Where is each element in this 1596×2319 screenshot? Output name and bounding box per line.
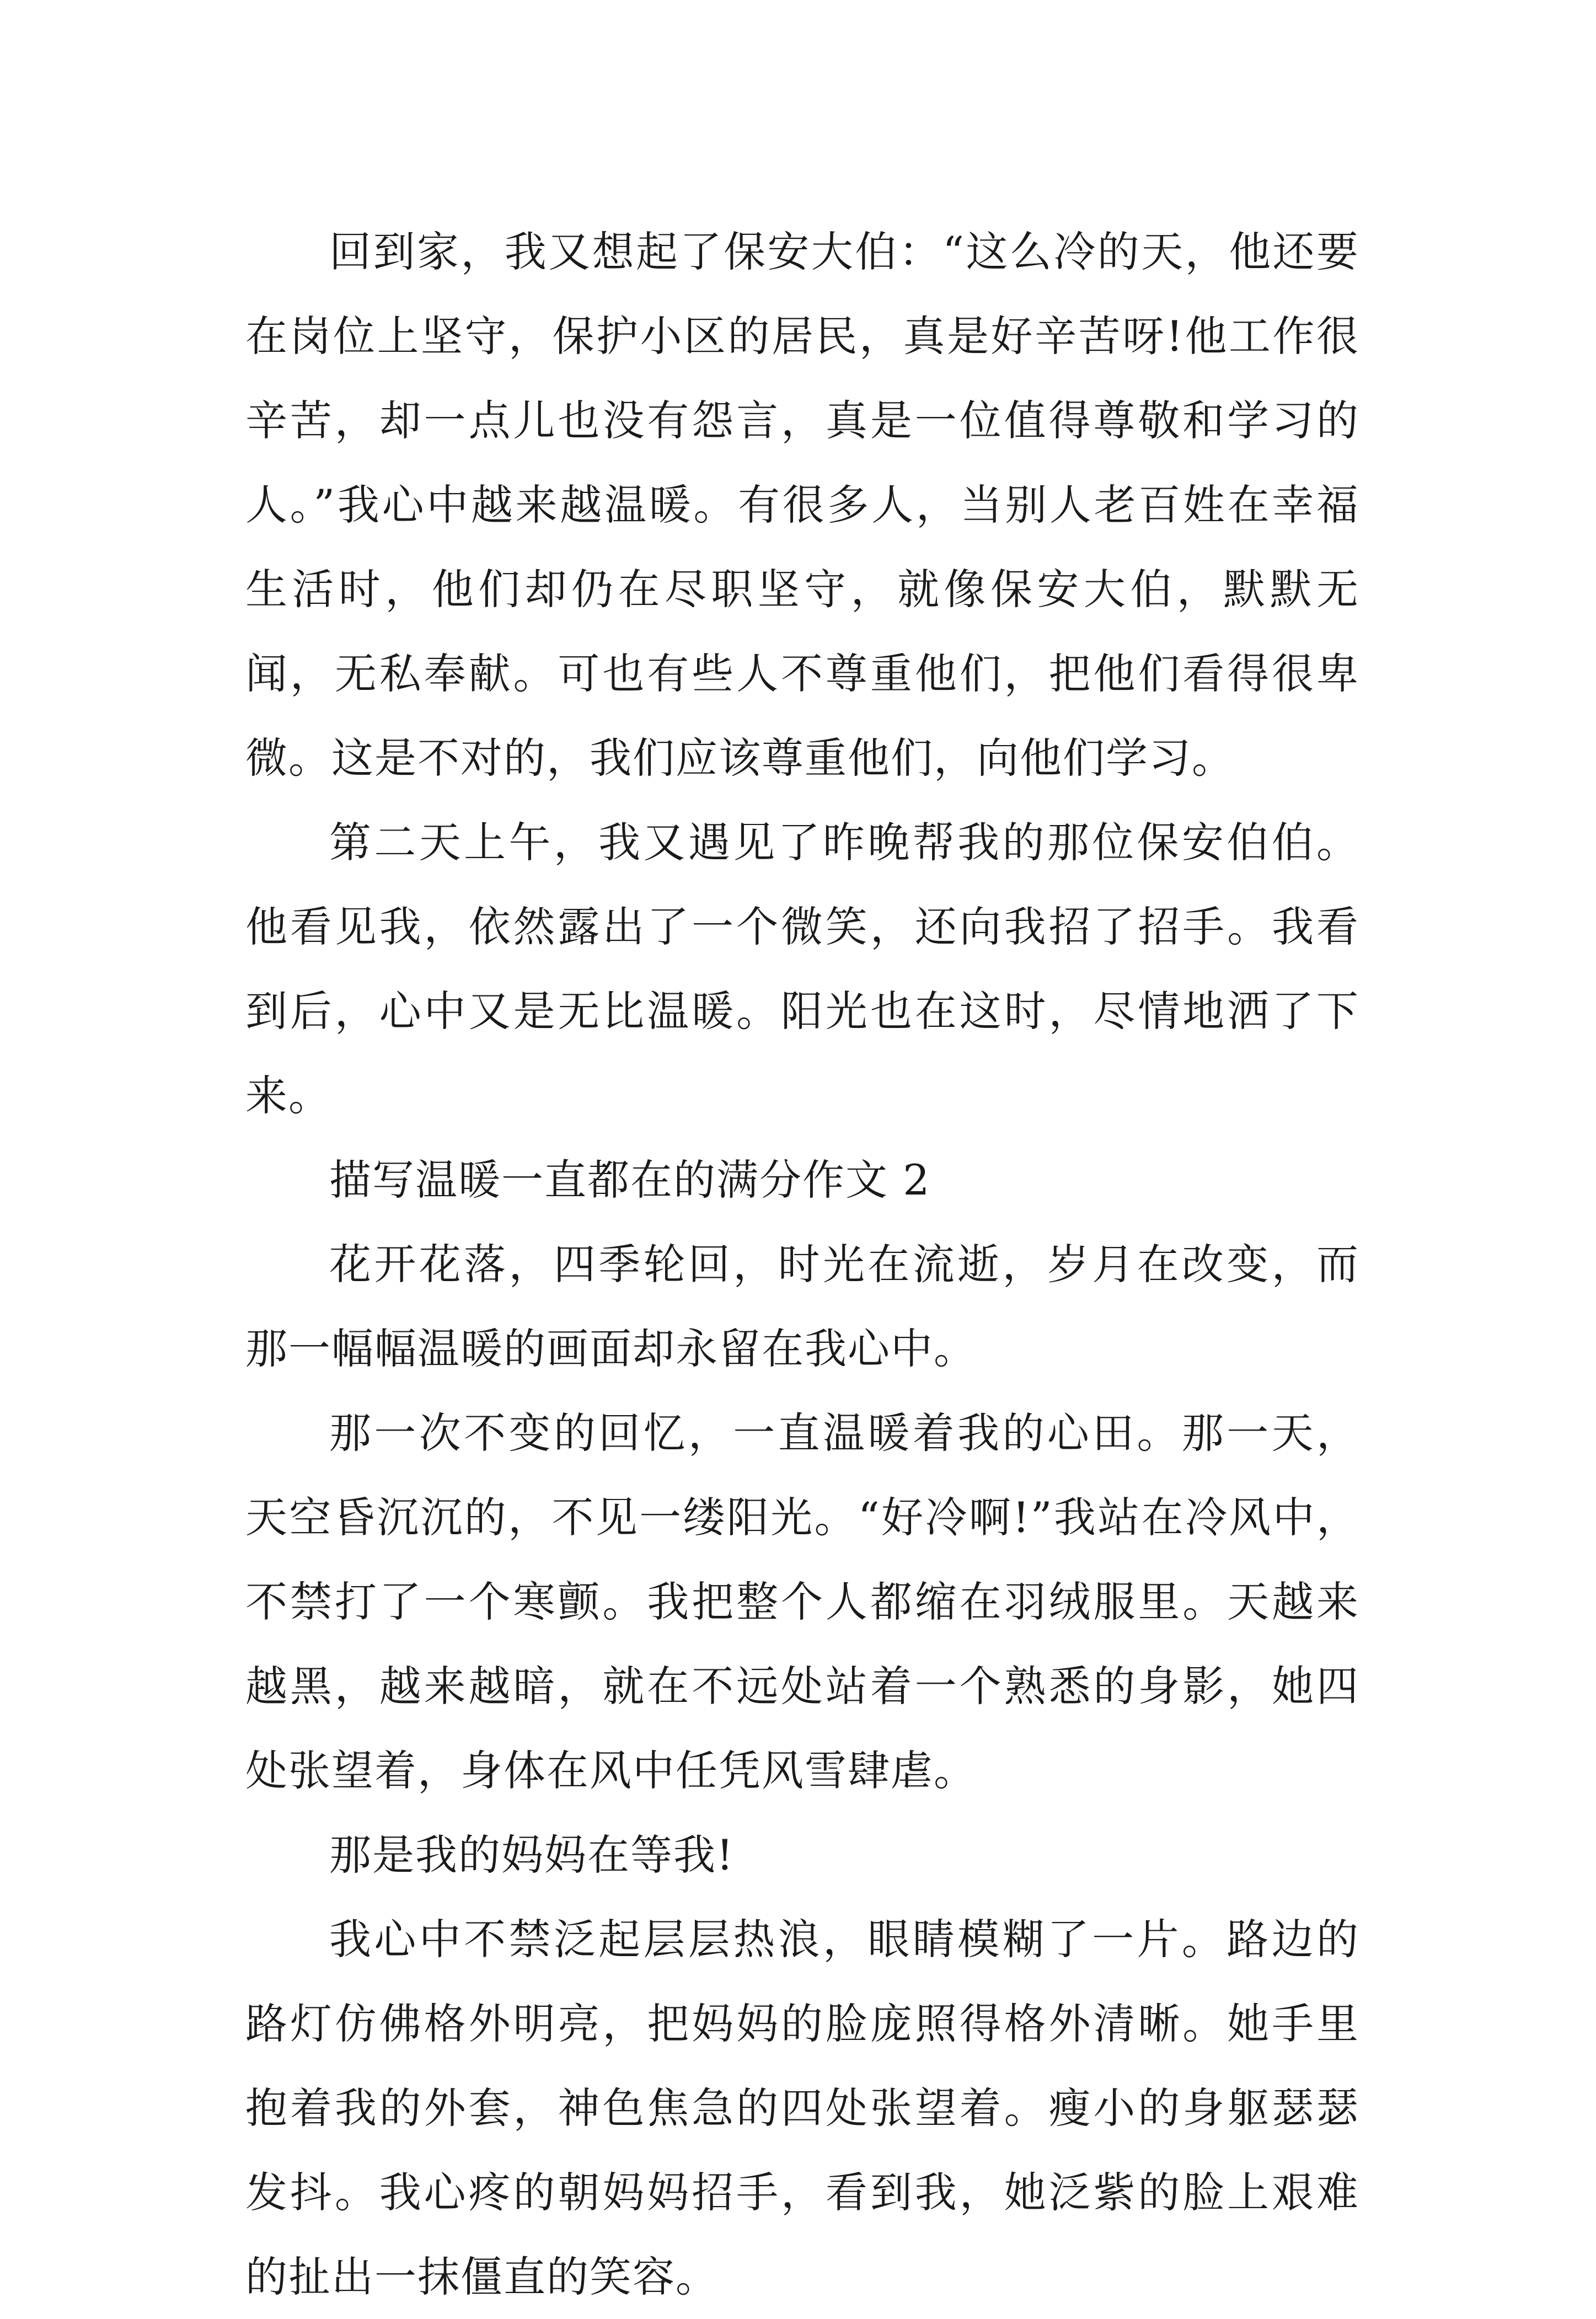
document-body (245, 210, 1359, 2319)
paragraph-3: 花开花落，四季轮回，时光在流逝，岁月在改变，而那一幅幅温暖的画面却永留在我心中。 (245, 1240, 1359, 1373)
paragraph-5: 那是我的妈妈在等我! (329, 1830, 735, 1879)
essay-heading: 描写温暖一直都在的满分作文 2 (329, 1155, 931, 1204)
paragraph-1: 回到家，我又想起了保安大伯：“这么冷的天，他还要在岗位上坚守，保护小区的居民，真是好辛苦呀!他工作很辛苦，却一点儿也没有怨言，真是一位值得尊敬和学习的人。”我心中越来越温暖。有很多人，当别人老百姓在幸福生活时，他们却仍在尽职坚守，就像保安大伯，默默无闻，无私奉献。可也有些人不尊重他们，把他们看得很卑微。这是不对的，我们应该尊重他们，向他们学习。 (245, 227, 1359, 783)
paragraph-2: 第二天上午，我又遇见了昨晚帮我的那位保安伯伯。他看见我，依然露出了一个微笑，还向我招了招手。我看到后，心中又是无比温暖。阳光也在这时，尽情地洒了下来。 (245, 818, 1359, 1120)
paragraph-6: 我心中不禁泛起层层热浪，眼睛模糊了一片。路边的路灯仿佛格外明亮，把妈妈的脸庞照得格外清晰。她手里抱着我的外套，神色焦急的四处张望着。瘦小的身躯瑟瑟发抖。我心疼的朝妈妈招手，看到我，她泛紫的脸上艰难的扯出一抹僵直的笑容。 (245, 1915, 1359, 2301)
paragraph-4: 那一次不变的回忆，一直温暖着我的心田。那一天，天空昏沉沉的，不见一缕阳光。“好冷啊!”我站在冷风中，不禁打了一个寒颤。我把整个人都缩在羽绒服里。天越来越黑，越来越暗，就在不远处站着一个熟悉的身影，她四处张望着，身体在风中任凭风雪肆虐。 (245, 1408, 1359, 1795)
